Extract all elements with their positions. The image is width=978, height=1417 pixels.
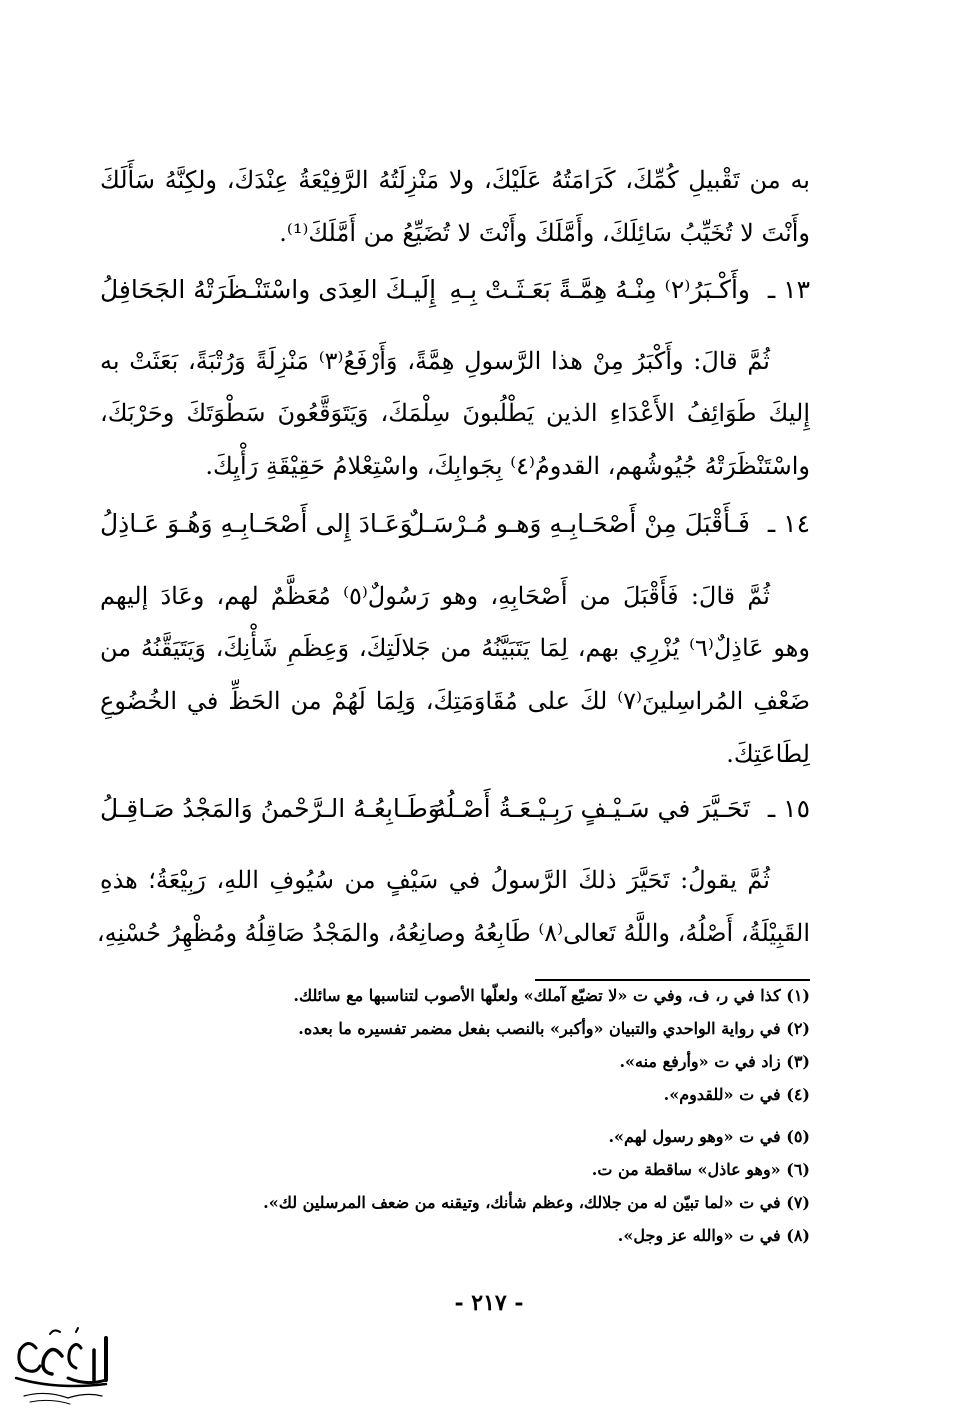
first-hemistich: تَحَـيَّرَ في سَـيْـفٍ رَبِـيْـعَـةُ أَصْـلُهُ <box>433 794 750 823</box>
page-number: - ٢١٧ - <box>454 1290 524 1316</box>
verse-15 <box>100 787 810 831</box>
body-line: واسْتَنْظَرَتْهُ جُيُوشُهم، القدومُ⁽٤⁾ بِجَوابِكَ، واسْتِعْلامُ حَقِيْقَةِ رَأْيِكَ. <box>205 452 810 480</box>
body-line: لِطَاعَتِكَ. <box>726 740 810 768</box>
verse-number: ١٣ ـ <box>767 275 810 304</box>
first-hemistich: وأَكْـبَرُ⁽٢⁾ مِنْـهُ هِمَّـةً بَعَـثَـتْ بِـهِ <box>449 275 750 304</box>
verse-number: ١٤ ـ <box>767 509 810 538</box>
second-hemistich: وَطَـابِعُـهُ الـرَّحْمنُ وَالمَجْدُ صَـاقِـلُ <box>100 794 440 823</box>
body-line: ثُمَّ قالَ: وأَكْبَرُ مِنْ هذا الرَّسولِ هِمَّةً، وَأَرْفَعُ⁽٣⁾ مَنْزِلَةً وَرُتْبَةً، بَعَثَتْ به <box>100 347 770 375</box>
body-line: ضَعْفِ المُراسِلينَ⁽٧⁾ لكَ على مُقَاوَمَتِكَ، وَلِمَا لَهُمْ من الحَظِّ في الخُضُوعِ <box>100 687 810 715</box>
body-line: ثُمَّ يقولُ: تَحَيَّرَ ذلكَ الرَّسولُ في سَيْفٍ من سُيُوفِ اللهِ، رَبِيْعَةُ؛ هذهِ <box>100 866 770 894</box>
verse-number: ١٥ ـ <box>767 794 810 823</box>
footnote-rule <box>535 979 810 981</box>
body-line: القَبِيْلَةُ، أَصْلُهُ، واللَّهُ تَعالى⁽٨⁾ طَابِعُهُ وصانِعُهُ، والمَجْدُ صَاقِلُهُ ومُظْهِرُ حُسْنِهِ، <box>96 919 810 947</box>
footnote: (١) كذا في ر، ف، وفي ت «لا تضيّع آملك» ولعلّها الأصوب لتناسبها مع سائلك. <box>293 986 810 1005</box>
body-line: إِليكَ طَوَائِفُ الأَعْدَاءِ الذين يَطْلُبونَ سِلْمَكَ، وَيَتَوَقَّعُونَ سَطْوَتَكَ وحَرْبَكَ، <box>100 399 810 427</box>
second-hemistich: إِلَيـكَ العِدَى واسْتَنْـظَرَتْهُ الجَحَافِلُ <box>100 275 437 304</box>
footnote: (٣) زاد في ت «وأرفع منه». <box>619 1052 810 1071</box>
footnote: (٦) «وهو عاذل» ساقطة من ت. <box>591 1160 810 1179</box>
verse-13 <box>100 268 810 312</box>
footnote: (٢) في رواية الواحدي والتبيان «وأكبر» بالنصب بفعل مضمر تفسيره ما بعده. <box>298 1019 810 1038</box>
body-line: وأَنْتَ لا تُخَيِّبُ سَائِلَكَ، وأَمَّلَكَ وأَنْتَ لا تُضَيِّعُ من أَمَّلَكَ⁽¹⁾. <box>279 219 810 247</box>
body-line: وهو عَاذِلٌ⁽٦⁾ يُزْرِي بهم، لِمَا يَتَبَيَّنُهُ من جَلالَتِكَ، وَعِظَمِ شَأْنِكَ، وَيَتَيَقَّنُهُ من <box>100 634 810 662</box>
second-hemistich: وَعَـادَ إِلى أَصْحَـابِـهِ وَهُـوَ عَـاذِلُ <box>100 509 412 538</box>
body-line: به من تَقْبيلِ كُمِّكَ، كَرَامَتُهُ عَلَيْكَ، ولا مَنْزِلَتُهُ الرَّفِيْعَةُ عِنْدَكَ، ولكِنَّهُ سَأَلَكَ <box>100 166 810 194</box>
footnote: (٧) في ت «لما تبيّن له من جلالك، وعظم شأنك، وتيقنه من ضعف المرسلين لك». <box>263 1193 810 1212</box>
footnote: (٨) في ت «والله عز وجل». <box>617 1226 810 1245</box>
footnote: (٥) في ت «وهو رسول لهم». <box>608 1127 810 1146</box>
verse-14 <box>100 502 810 546</box>
calligraphy-logo <box>6 1320 116 1410</box>
footnote: (٤) في ت «للقدوم». <box>663 1085 810 1104</box>
body-line: ثُمَّ قالَ: فَأَقْبَلَ من أَصْحَابِهِ، وهو رَسُولٌ⁽٥⁾ مُعَظَّمٌ لهم، وعَادَ إليهم <box>100 582 770 610</box>
first-hemistich: فَـأَقْبَلَ مِنْ أَصْحَـابِـهِ وَهـو مُـرْسَـلٌ <box>406 509 750 538</box>
